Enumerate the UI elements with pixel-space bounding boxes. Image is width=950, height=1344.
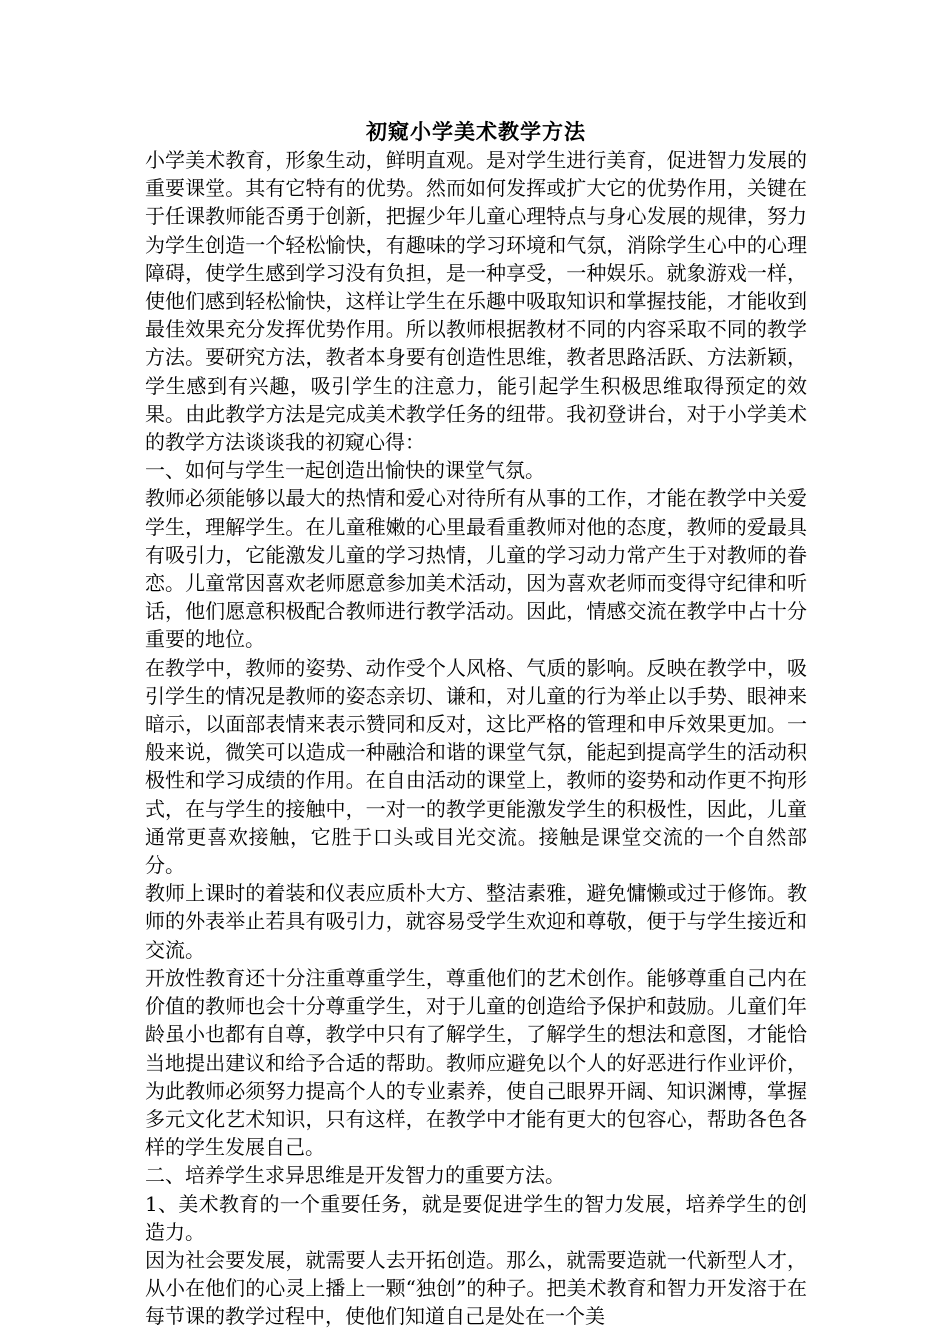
document-body [145, 118, 807, 1331]
body-paragraph: 教师上课时的着装和仪表应质朴大方、整洁素雅，避免慵懒或过于修饰。教师的外表举止若具有吸引力，就容易受学生欢迎和尊敬，便于与学生接近和交流。 [145, 881, 807, 962]
section-heading-1: 一、如何与学生一起创造出愉快的课堂气氛。 [145, 458, 545, 483]
subsection-paragraph: 1、美术教育的一个重要任务，就是要促进学生的智力发展，培养学生的创造力。 [145, 1191, 807, 1244]
body-paragraph: 在教学中，教师的姿势、动作受个人风格、气质的影响。反映在教学中，吸引学生的情况是教师的姿态亲切、谦和，对儿童的行为举止以手势、眼神来暗示，以面部表情来表示赞同和反对，这比严格的管理和申斥效果更加。一般来说，微笑可以造成一种融洽和谐的课堂气氛，能起到提高学生的活动积极性和学习成绩的作用。在自由活动的课堂上，教师的姿势和动作更不拘形式，在与学生的接触中，一对一的教学更能激发学生的积极性，因此，儿童通常更喜欢接触，它胜于口头或目光交流。接触是课堂交流的一个自然部分。 [145, 655, 807, 878]
body-paragraph: 开放性教育还十分注重尊重学生，尊重他们的艺术创作。能够尊重自己内在价值的教师也会十分尊重学生，对于儿童的创造给予保护和鼓励。儿童们年龄虽小也都有自尊，教学中只有了解学生，了解学生的想法和意图，才能恰当地提出建议和给予合适的帮助。教师应避免以个人的好恶进行作业评价，为此教师必须努力提高个人的专业素养，使自己眼界开阔、知识渊博，掌握多元文化艺术知识，只有这样，在教学中才能有更大的包容心，帮助各色各样的学生发展自己。 [145, 965, 807, 1160]
body-paragraph: 因为社会要发展，就需要人去开拓创造。那么，就需要造就一代新型人才，从小在他们的心灵上播上一颗“独创”的种子。把美术教育和智力开发溶于在每节课的教学过程中，使他们知道自己是处在一个美 [145, 1247, 807, 1329]
section-heading-2: 二、培养学生求异思维是开发智力的重要方法。 [145, 1163, 565, 1188]
intro-paragraph: 小学美术教育，形象生动，鲜明直观。是对学生进行美育，促进智力发展的重要课堂。其有它特有的优势。然而如何发挥或扩大它的优势作用，关键在于任课教师能否勇于创新，把握少年儿童心理特点与身心发展的规律，努力为学生创造一个轻松愉快，有趣味的学习环境和气氛，消除学生心中的心理障碍，使学生感到学习没有负担，是一种享受，一种娱乐。就象游戏一样，使他们感到轻松愉快，这样让学生在乐趣中吸取知识和掌握技能，才能收到最佳效果充分发挥优势作用。所以教师根据教材不同的内容采取不同的教学方法。要研究方法，教者本身要有创造性思维，教者思路活跃、方法新颖，学生感到有兴趣，吸引学生的注意力，能引起学生积极思维取得预定的效果。由此教学方法是完成美术教学任务的纽带。我初登讲台，对于小学美术的教学方法谈谈我的初窥心得： [145, 148, 807, 455]
document-title: 初窥小学美术教学方法 [366, 120, 586, 144]
body-paragraph: 教师必须能够以最大的热情和爱心对待所有从事的工作，才能在教学中关爱学生，理解学生。在儿童稚嫩的心里最看重教师对他的态度，教师的爱最具有吸引力，它能激发儿童的学习热情，儿童的学习动力常产生于对教师的眷恋。儿童常因喜欢老师愿意参加美术活动，因为喜欢老师而变得守纪律和听话，他们愿意积极配合教师进行教学活动。因此，情感交流在教学中占十分重要的地位。 [145, 486, 807, 652]
